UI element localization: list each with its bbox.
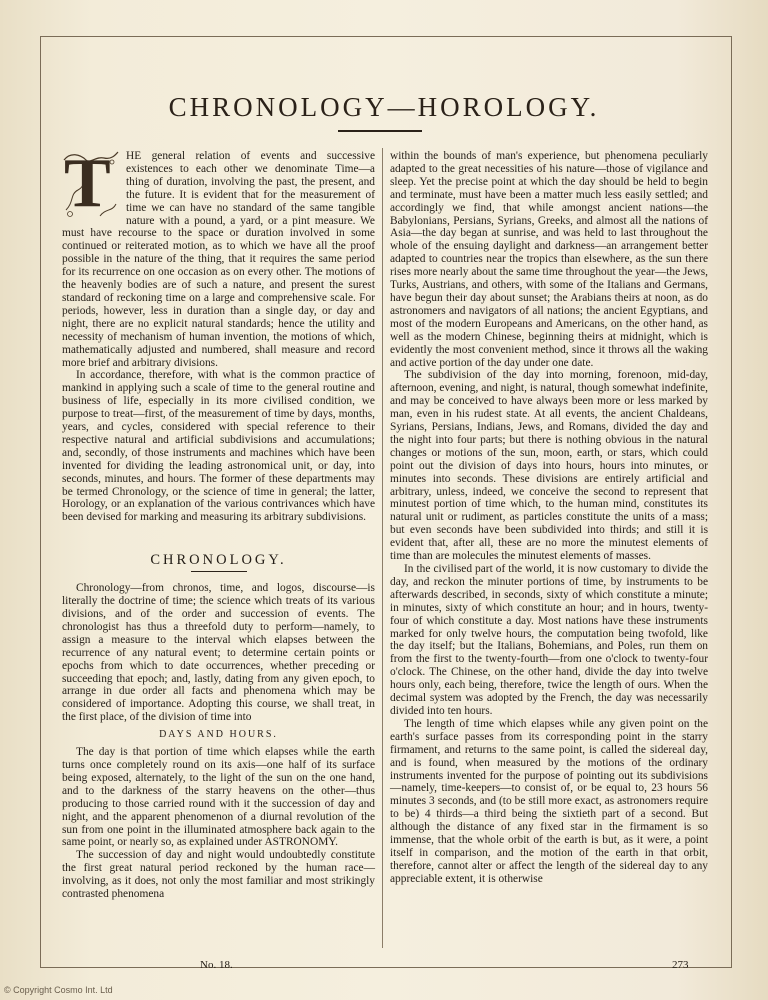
section-heading-chronology: CHRONOLOGY. xyxy=(150,552,287,569)
intro-paragraph: HE general relation of events and successive existences to each other we denominate Time—a thing of duration, involving the past, the present, and the future. It is evident that for the measurement of time we can have no standard of the same tangible nature with a pound, a yard, or a pint measure. We must have recourse to the space or duration involved in some continued or reiterated motion, as to which we have all the proof possible in the nature of the thing, that it requires the same period for its recurrence on one occasion as on every other. The motions of the heavenly bodies are of such a nature, and present the surest standard of reckoning time on a large and comprehensive scale. For periods, however, less in duration than a single day, or day and night, there are no explicit natural standards; hence the utility and necessity of mechanism of human invention, the motions of which, mathematically adjusted and numbered, shall measure and record more brief and arbitrary divisions. xyxy=(62,150,375,369)
paragraph-day-definition: The day is that portion of time which elapses while the earth turns once completely round on its axis—one half of its surface being exposed, alternately, to the light of the sun on the one hand, and to the darkness of the starry heavens on the other—thus producing to those carried round with it the succession of day and night, and the apparent phenomenon of a diurnal revolution of the sun from one point in the illuminated atmosphere back again to the same point, or nearly so, as explained under ASTRONOMY. xyxy=(62,746,375,849)
paragraph-accordance: In accordance, therefore, with what is the common practice of mankind in applying such a scale of time to the general routine and business of life, especially in its more civilised condition, we purpose to treat—first, of the measurement of time by days, months, years, and cycles, considered with special reference to their respective natural and artificial subdivisions and accumulations; and, secondly, of those instruments and machines which have been invented for dividing the leading astronomical unit, or day, into seconds, minutes, and hours. The former of these departments may be termed Chronology, or the science of time in general; the latter, Horology, or an explanation of the various contrivances which have been devised for marking and measuring its arbitrary subdivisions. xyxy=(62,369,375,524)
paragraph-succession: The succession of day and night would undoubtedly constitute the first great natural period reckoned by the human race—involving, as it does, not only the most familiar and most strikingly contrasted phenomena xyxy=(62,849,375,901)
dropcap-letter: T xyxy=(64,145,111,222)
ornamental-dropcap xyxy=(60,145,120,222)
paragraph-subdivision: The subdivision of the day into morning, forenoon, mid-day, afternoon, evening, and night, is natural, though somewhat indefinite, and may be conceived to have always been more or less marked by man, even in his rudest state. At all events, the ancient Chaldeans, Syrians, Persians, Indians, Jews, and Romans, divided the day and the night into four parts; but there is nothing obvious in the natural changes or motions of the sun, moon, earth, or stars, which could point out the division of days into hours, hours into minutes, or minutes into seconds. These divisions are entirely artificial and arbitrary, unless, indeed, we conceive the second to represent that minutest portion of time which, to the human mind, constitutes its natural unit or rudiment, as particles constitute the units of a mass; but even seconds have been subdivided into thirds; and still it is evident that, after all, these are no more the minutest elements of time than are molecules the minutest elements of masses. xyxy=(390,369,708,563)
page-number: 273 xyxy=(672,959,689,971)
paragraph-civilised: In the civilised part of the world, it is now customary to divide the day, and reckon the minuter portions of time, by instruments to be afterwards described, in seconds, sixty of which constitute a minute; in minutes, sixty of which constitute an hour; and in hours, twenty-four of which constitute a day. Most nations have these instruments marked for only twelve hours, the computation being twofold, like the day itself; but the Italians, Bohemians, and Poles, run them on from the first to the twenty-fourth—from one o'clock to twenty-four o'clock. The Chinese, on the other hand, divide the day into twelve hours only, each being, therefore, twice the length of ours. When the decimal system was adopted by the French, the day was necessarily divided into ten hours. xyxy=(390,563,708,717)
page-title: CHRONOLOGY—HOROLOGY. xyxy=(168,92,600,122)
right-column xyxy=(390,150,708,886)
subheading-days-and-hours: DAYS AND HOURS. xyxy=(159,729,278,741)
paragraph-sidereal: The length of time which elapses while any given point on the earth's surface passes from its corresponding point in the starry firmament, and returns to the same point, is called the sidereal day, and is found, when measured by the motions of the ordinary instruments invented for the purpose of pointing out its subdivisions—namely, time-keepers—to consist of, or be equal to, 23 hours 56 minutes 3 seconds, and (to be still more exact, as astronomers require to be) 4 thirds—a third being the sixtieth part of a second. But although the distance of any fixed star in the firmament is so immense, that the whole orbit of the earth is but, as it were, a point itself in comparison, and the motion of the earth in that orbit, therefore, cannot alter or affect the length of the sidereal day to any appreciable extent, it is otherwise xyxy=(390,717,708,885)
paragraph-continued: within the bounds of man's experience, but phenomena peculiarly adapted to the great necessities of his nature—those of vigilance and sleep. Yet the precise point at which the day should be held to begin and terminate, must have been a matter much less easily settled; and accordingly we find, that while amongst ancient nations—the Babylonians, Persians, Syrians, Greeks, and almost all the nations of Asia—the day began at sunrise, and was held to last throughout the whole of the ensuing daylight and darkness—an arrangement better adapted to countries near the tropics than elsewhere, as the sun there rises more nearly about the same time throughout the year—the Jews, Turks, Austrians, and others, with some of the Italians and Germans, have begun their day about sunset; the Arabians theirs at noon, as do astronomers and navigators of all nations; the ancient Egyptians, and most of the modern Europeans and Americans, on the other hand, as well as the modern Chinese, beginning theirs at midnight, which is evidently the most convenient method, since it throws all the waking and active portion of the day under one date. xyxy=(390,150,708,369)
issue-number: No. 18. xyxy=(200,959,233,971)
section-rule xyxy=(191,571,247,572)
paragraph-chronology-definition: Chronology—from chronos, time, and logos, discourse—is literally the doctrine of time; the science which treats of its various divisions, and of the order and succession of events. The chronologist has thus a threefold duty to perform—namely, to assign a measure to the interval which elapses between the recurrence of any natural event; to determine certain points or epochs from which to date occurrences, whether preceding or succeeding that epoch; and, lastly, dating from any given epoch, to arrange in due order all facts and phenomena which may be considered of importance. Adopting this course, we shall treat, in the first place, of the division of time into xyxy=(62,582,375,724)
left-column xyxy=(62,145,375,901)
column-divider xyxy=(382,148,383,948)
title-rule xyxy=(338,130,422,132)
copyright-watermark: © Copyright Cosmo Int. Ltd xyxy=(4,985,113,995)
